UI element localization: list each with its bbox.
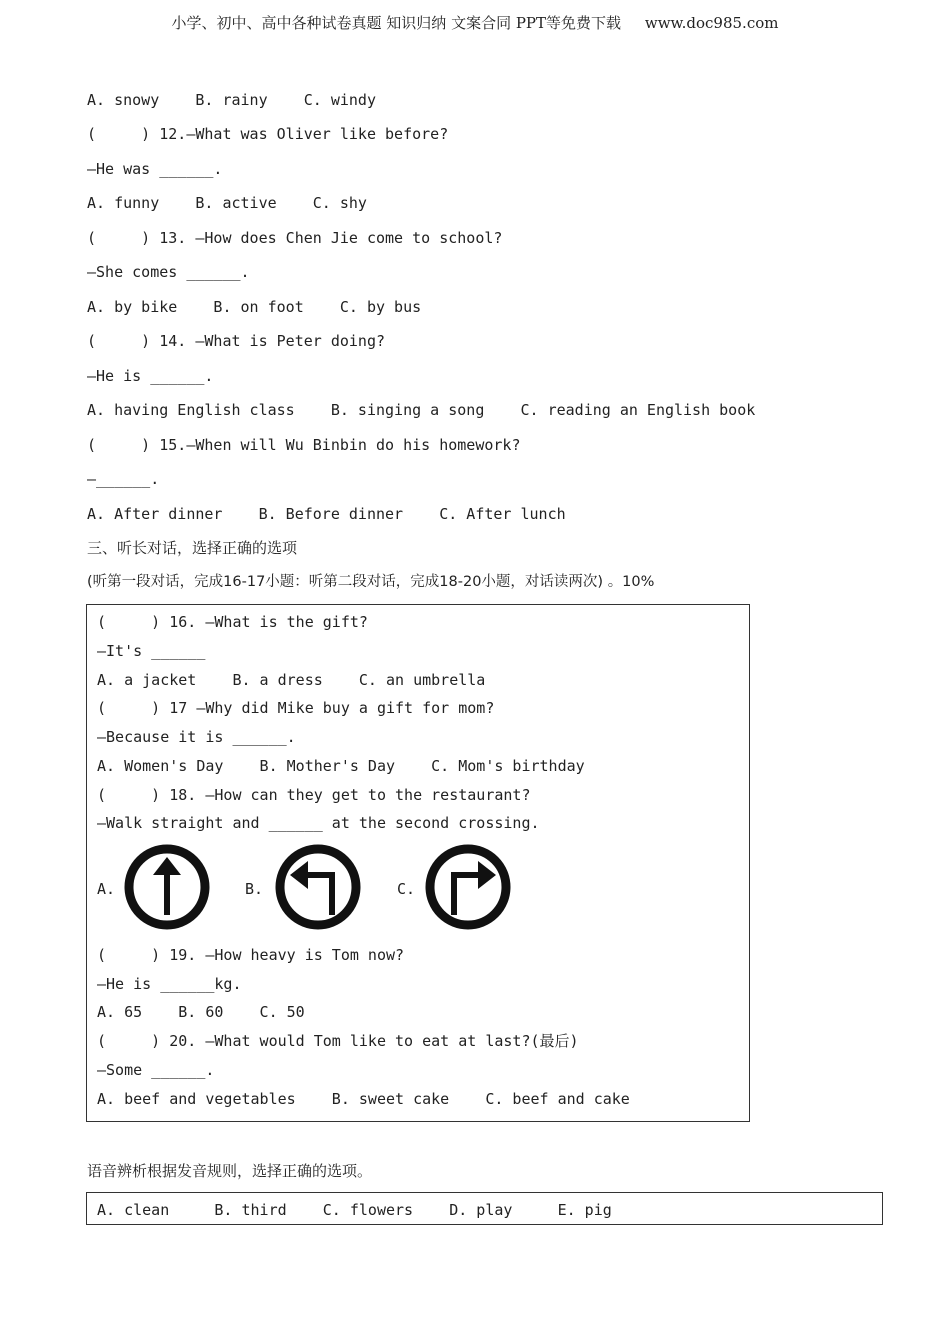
q20-options: A. beef and vegetables B. sweet cake C. beef and cake [97, 1090, 630, 1108]
q18-answer: —Walk straight and ______ at the second crossing. [97, 814, 540, 832]
part3-title: 三、听长对话，选择正确的选项 [87, 539, 298, 557]
q14-options: A. having English class B. singing a song C. reading an English book [87, 401, 756, 419]
turn-right-arrow-icon [424, 843, 512, 931]
header-text: 小学、初中、高中各种试卷真题 知识归纳 文案合同 PPT等免费下载 [171, 14, 622, 32]
q18-label-c: C. [397, 880, 416, 898]
q16-answer: —It's ______ [97, 642, 206, 660]
q13-options: A. by bike B. on foot C. by bus [87, 298, 422, 316]
phonics-options: A. clean B. third C. flowers D. play E. pig [97, 1201, 612, 1219]
q15-prompt: ( ) 15.—When will Wu Binbin do his homework? [87, 436, 521, 454]
q12-answer: —He was ______. [87, 160, 223, 178]
q20-answer: —Some ______. [97, 1061, 215, 1079]
q18-label-b: B. [245, 880, 264, 898]
q19-options: A. 65 B. 60 C. 50 [97, 1003, 305, 1021]
q16-prompt: ( ) 16. —What is the gift? [97, 613, 368, 631]
part3-instructions: (听第一段对话，完成16-17小题：听第二段对话，完成18-20小题，对话读两次) 。10% [87, 574, 655, 590]
turn-left-arrow-icon [274, 843, 362, 931]
q12-options: A. funny B. active C. shy [87, 194, 367, 212]
listening-box [86, 604, 750, 1122]
header-site: www.doc985.com [644, 14, 779, 32]
phonics-box [86, 1192, 883, 1225]
q14-prompt: ( ) 14. —What is Peter doing? [87, 332, 386, 350]
q13-answer: —She comes ______. [87, 263, 250, 281]
q15-options: A. After dinner B. Before dinner C. After lunch [87, 505, 566, 523]
q20-prompt: ( ) 20. —What would Tom like to eat at last?(最后) [97, 1032, 579, 1050]
q16-options: A. a jacket B. a dress C. an umbrella [97, 671, 486, 689]
phonics-title: 语音辨析根据发音规则，选择正确的选项。 [87, 1162, 373, 1180]
q12-prompt: ( ) 12.—What was Oliver like before? [87, 125, 449, 143]
q17-answer: —Because it is ______. [97, 728, 296, 746]
straight-arrow-icon [123, 843, 211, 931]
q17-options: A. Women's Day B. Mother's Day C. Mom's birthday [97, 757, 585, 775]
q11-options: A. snowy B. rainy C. windy [87, 91, 376, 109]
q19-answer: —He is ______kg. [97, 975, 242, 993]
q17-prompt: ( ) 17 —Why did Mike buy a gift for mom? [97, 699, 495, 717]
q19-prompt: ( ) 19. —How heavy is Tom now? [97, 946, 405, 964]
q18-label-a: A. [97, 880, 116, 898]
page-header [0, 12, 950, 33]
q18-prompt: ( ) 18. —How can they get to the restaurant? [97, 786, 531, 804]
q13-prompt: ( ) 13. —How does Chen Jie come to school? [87, 229, 503, 247]
q14-answer: —He is ______. [87, 367, 214, 385]
q15-answer: —______. [87, 470, 160, 488]
